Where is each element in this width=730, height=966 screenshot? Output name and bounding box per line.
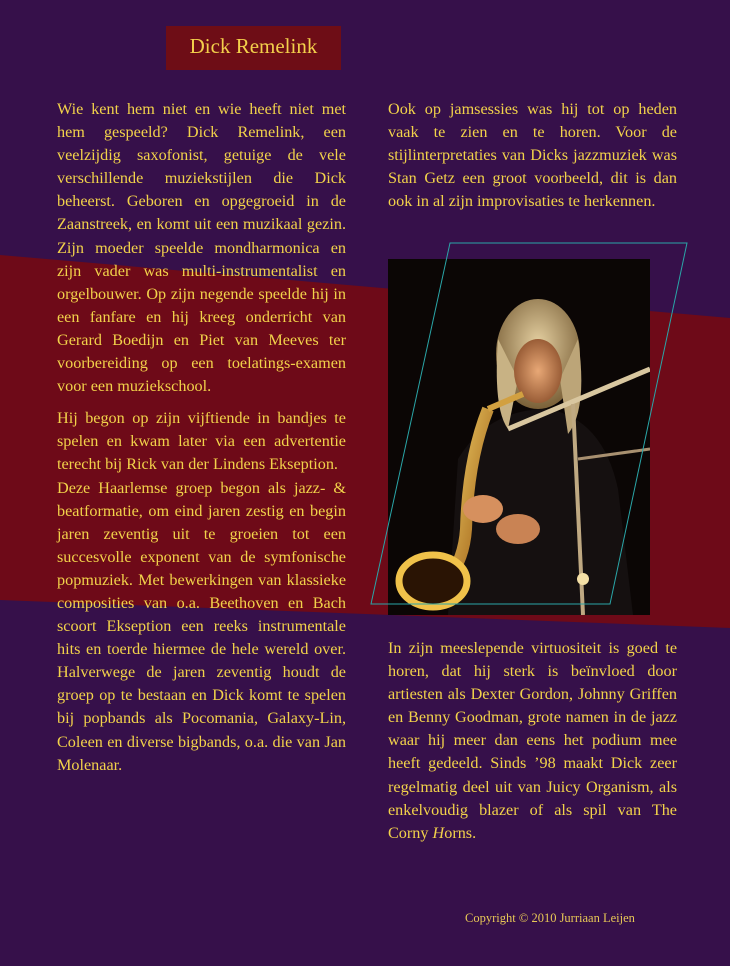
right-paragraph-2-italic: H <box>432 823 445 842</box>
left-column <box>57 98 346 777</box>
left-paragraph-2: Hij begon op zijn vijftiende in bandjes te spelen en kwam later via een advertentie terecht bij Rick van der Lindens Ekseption. <box>57 409 346 474</box>
right-paragraph-2 <box>388 637 677 845</box>
right-column-top <box>388 98 677 213</box>
right-paragraph-1: Ook op jamsessies was hij tot op heden vaak te zien en te horen. Voor de stijlinterpretaties van Dicks jazzmuziek was Stan Getz een groot voorbeeld, dit is dan ook in al zijn improvisaties te herkennen. <box>388 100 677 211</box>
left-paragraph-3: Deze Haarlemse groep begon als jazz- & beatformatie, om eind jaren zestig en begin jaren zeventig uit te groeien tot een succesvolle exponent van de symfonische popmuziek. Met bewerkingen van klassieke composities van o.a. Beethoven en Bach scoort Ekseption een reeks instrumentale hits en toerde hiermee de hele wereld over. Halverwege de jaren zeventig houdt de groep op te bestaan en Dick komt te spelen bij popbands als Pocomania, Galaxy-Lin, Coleen en diverse bigbands, o.a. die van Jan Molenaar. <box>57 478 346 774</box>
right-paragraph-2-end: orns. <box>444 823 477 842</box>
copyright-notice: Copyright © 2010 Jurriaan Leijen <box>465 911 635 925</box>
right-column-bottom <box>388 637 677 845</box>
photo-container <box>370 242 688 617</box>
page-title: Dick Remelink <box>166 26 341 70</box>
right-paragraph-2-main: In zijn meeslepende virtuositeit is goed te horen, dat hij sterk is beïnvloed door artiesten als Dexter Gordon, Johnny Griffen en Benny Goodman, grote namen in de jazz waar hij meer dan eens het podium mee heeft gedeeld. Sinds ’98 maakt Dick zeer regelmatig deel uit van Juicy Organism, als enkelvoudig blazer of als spil van The Corny <box>388 639 677 842</box>
decorative-frame <box>370 242 688 617</box>
left-paragraph-1: Wie kent hem niet en wie heeft niet met hem gespeeld? Dick Remelink, een veelzijdig saxofonist, getuige de vele verschillende muziekstijlen die Dick beheerst. Geboren en opgegroeid in de Zaanstreek, en komt uit een muzikaal gezin. Zijn moeder speelde mondharmonica en zijn vader was multi-instrumentalist en orgelbouwer. Op zijn negende speelde hij in een fanfare en hij kreeg onderricht van Gerard Boedijn en Piet van Meeves ter voorbereiding op een toelatings-examen voor een muziekschool. <box>57 100 346 396</box>
